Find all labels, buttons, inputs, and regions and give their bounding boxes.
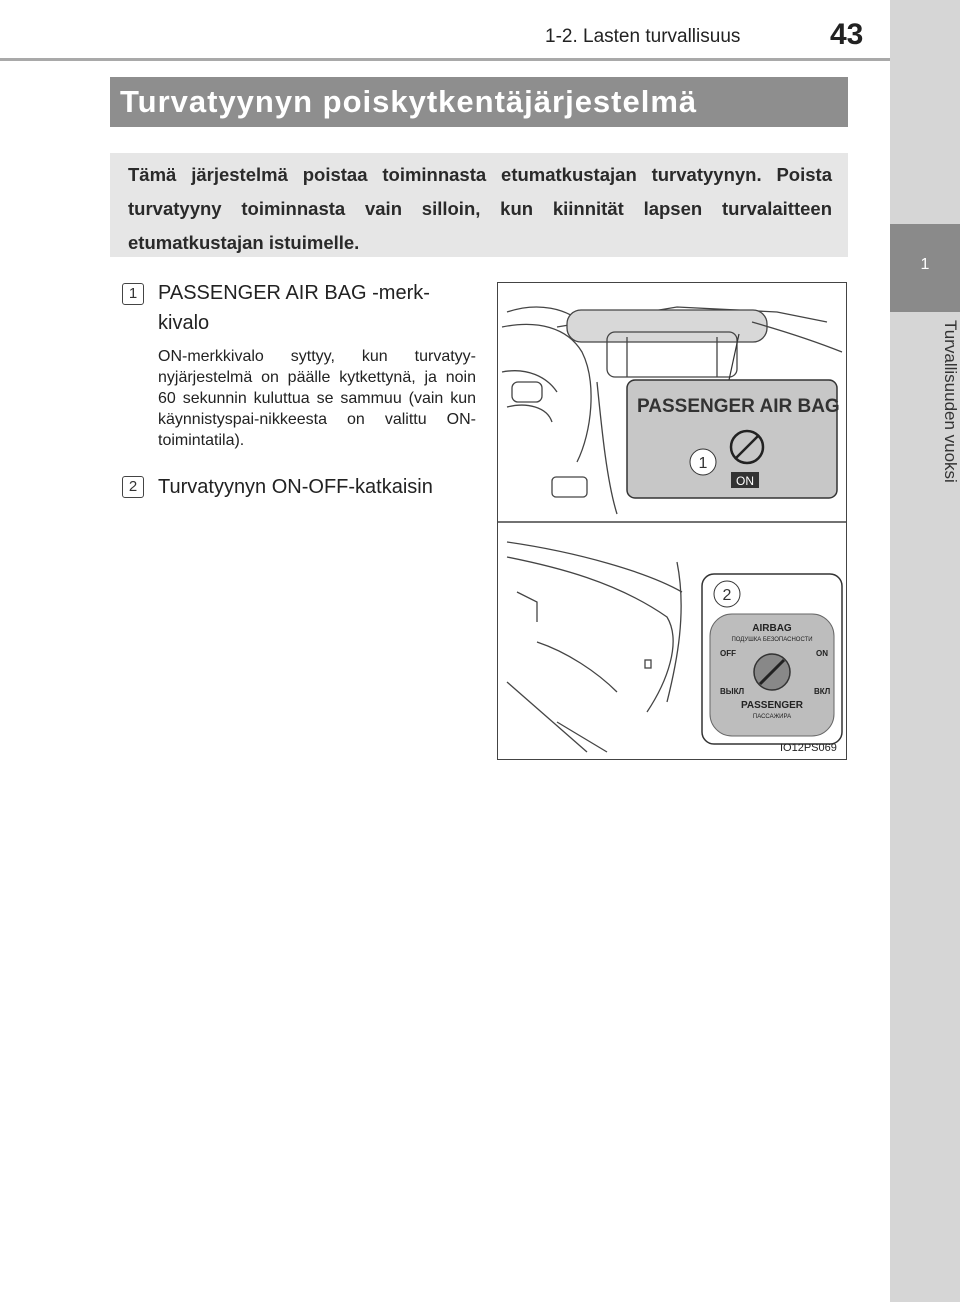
airbag-illustration: [497, 282, 847, 760]
header-divider: [0, 58, 890, 61]
switch-on-label: ON: [816, 649, 828, 658]
figure-code: IO12PS069: [780, 742, 837, 754]
chapter-side-tab: [890, 0, 960, 1302]
chapter-title: Turvallisuuden vuoksi: [941, 320, 960, 483]
switch-off-label-ru: ВЫКЛ: [720, 687, 745, 696]
intro-text: Tämä järjestelmä poistaa toiminnasta etumatkustajan turvatyynyn. Poista turvatyyny toiminnasta vain silloin, kun kiinnität lapsen turvalaitteen etumatkustajan istuimelle.: [128, 164, 832, 253]
item-1-title-line1: PASSENGER AIR BAG -merk-: [158, 282, 430, 304]
item-number-2: 2: [122, 476, 144, 498]
item-1-title-line2: kivalo: [158, 312, 210, 334]
item-1-body: ON-merkkivalo syttyy, kun turvatyy-nyjärjestelmä on päälle kytkettynä, ja noin 60 sekunnin kuluttua se sammuu (vain kun käynnistyspai-nikkeesta on valittu ON-toimintatila).: [158, 348, 476, 449]
svg-text:2: 2: [722, 587, 732, 604]
item-2-title: Turvatyynyn ON-OFF-katkaisin: [158, 476, 433, 498]
indicator-state: ON: [736, 474, 754, 488]
section-title: Turvatyynyn poiskytkentäjärjestelmä: [120, 84, 698, 119]
running-header-section: 1-2. Lasten turvallisuus: [545, 26, 741, 47]
switch-off-label: OFF: [720, 649, 736, 658]
chapter-number: 1: [920, 256, 930, 273]
switch-on-label-ru: ВКЛ: [814, 687, 831, 696]
item-number-1: 1: [122, 283, 144, 305]
page-number: 43: [830, 18, 864, 51]
switch-bottom-label: PASSENGER: [740, 700, 804, 711]
switch-bottom-label-ru: ПАССАЖИРА: [752, 714, 792, 720]
svg-text:1: 1: [698, 455, 708, 472]
switch-top-label: AIRBAG: [752, 623, 792, 634]
switch-top-label-ru: ПОДУШКА БЕЗОПАСНОСТИ: [731, 637, 813, 643]
indicator-label: PASSENGER AIR BAG: [637, 396, 840, 417]
